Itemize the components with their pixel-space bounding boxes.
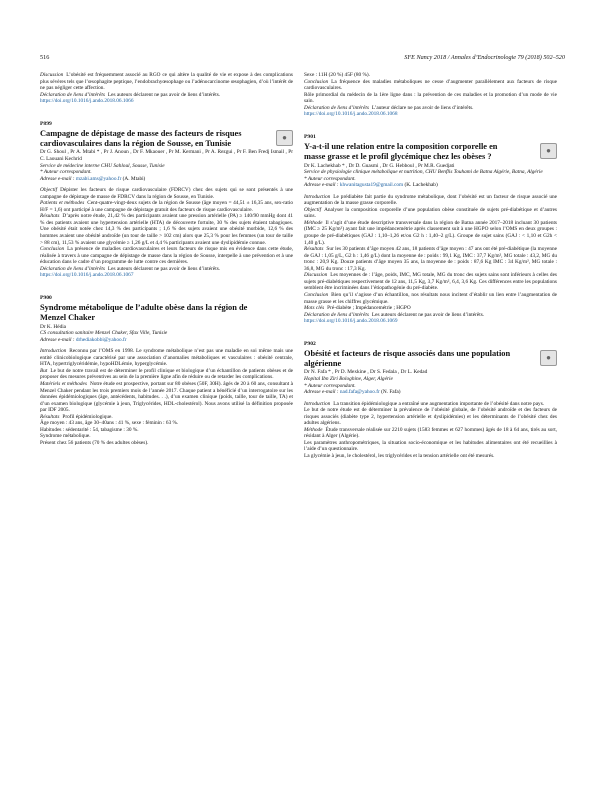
plain-line: Habitudes : sédentarité : 54, tabagisme : 30 %. (40, 426, 139, 433)
paragraph (304, 292, 557, 305)
paragraph (40, 200, 293, 213)
right-column (304, 72, 557, 460)
email-label: Adresse e-mail : (304, 389, 339, 396)
section-text: La fréquence des maladies métaboliques ne cesse d’augmenter parallèlement aux facteurs de risque cardiovasculaires. (304, 78, 557, 92)
section-text: Les moyennes de : l’âge, poids, IMC, MG totale, MG du tronc des sujets sains sont inférieurs à celles des sujets pré-diabétiques respectivement de 12 ans, 11,5 Kg, 3,7 Kg/m², 6,4, 3,6 Kg. Ces différences entre les populations semblent être incriminées dans l’étiopathogénie du pré-diabète. (304, 272, 557, 292)
section-heading: Introduction (304, 400, 331, 407)
article-id: P902 (304, 340, 316, 347)
paragraph (40, 348, 293, 368)
section-heading: But (40, 367, 48, 374)
section-heading: Matériels et méthodes (40, 380, 87, 387)
email-link[interactable]: khwanitagusta19@gmail.com (339, 182, 404, 189)
section-heading: Déclaration de liens d’intérêts (304, 104, 369, 111)
paragraph (40, 72, 293, 92)
section-text: Notre étude est prospective, portant sur 80 obèses (50F, 30H). âgés de 20 à 60 ans, consultant à Menzel Chaker pendant les trois premiers mois de l’année 2017. Chaque patient a bénéficié d’un interrogatoire sur les données épidémiologiques (âge, antécédents, habitudes. . .), d’un examen clinique (poids, taille, tour de taille, TA) et d’un examen biologique (glycémie à jeun, Triglycérides, HDL-cholestérol). Nous avons utilisé la définition proposée par IDF 2005. (40, 380, 293, 414)
email-link[interactable]: drhediakobbi@yahoo.fr (75, 336, 127, 343)
plain-line: Les paramètres anthropométriques, la situation socio-économique et les habitudes alimentaires ont été recueillies à l’aide d’un questionnaire. (304, 439, 557, 453)
paragraph (40, 381, 293, 414)
article-authors: Dr K. Lachekhab * , Dr D. Guasmi , Dr G. Hebboul , Pr M.R. Guedjati (304, 162, 455, 169)
article-p901 (304, 134, 557, 325)
paragraph (304, 272, 557, 292)
article-title: Y-a-t-il une relation entre la composition corporelle en masse grasse et le profil glycémique chez les obèses ? (304, 142, 498, 161)
corresponding-note: * Auteur correspondant. (40, 169, 92, 176)
email-owner: (K. Lachekhab) (404, 182, 438, 189)
paragraph (304, 427, 557, 440)
email-owner: (A. Mtabi) (122, 175, 146, 182)
plain-line: Syndrome métabolique. (40, 433, 91, 440)
section-text: La présence de maladies cardiovasculaires et leurs facteurs de risque mis en évidence dans cette étude, réalisée à travers à une campagne de dépistage de masse dans la région de Sousse, interpelle à une prévention et à une éducation dans le cadre d’un programme de lutte contre ces dernières. (40, 246, 293, 266)
paragraph (304, 207, 557, 220)
section-heading: Discussion (40, 72, 64, 78)
paragraph (40, 213, 293, 246)
section-heading: Conclusion (304, 78, 329, 85)
section-heading: Déclaration de liens d’intérêts (304, 311, 369, 318)
article-id: P901 (304, 133, 316, 140)
section-text: Étude transversale réalisée sur 2210 sujets (1583 femmes et 627 hommes) âgés de 18 à 64 ans, tirés au sort, résidant à Alger (Algérie). (304, 426, 557, 440)
section-text: D’après notre étude, 21,42 % des participants avaient une pression artérielle (PA) ≥ 140/90 mmHg dont 41 % des patients avaient une hypertension artérielle (HTA) de découverte fortuite, 30 % des sujets étaient tabagiques. Une obésité était notée chez 14,3 % des participants ; 1,6 % des sujets avaient une obésité morbide, 12,6 % des hommes avaient une obésité androïde (un tour de taille > 102 cm) alors que 25,3 % pour les femmes (un tour de taille > 88 cm), 11,53 % avaient une glycémie ≥ 1,26 g/L et 4,4 % participants avaient une dyslipidémie connue. (40, 213, 293, 246)
section-heading: Déclaration de liens d’intérêts (40, 265, 105, 272)
section-text: Reconnu par l’OMS en 1998. Le syndrome métabolique n’est pas une maladie en soi même mais une entité clinicobiologique caractérisé par une association d’anomalies métaboliques et vasculaires : obésité centrale, HTA, hypertriglycéridémie, hypoHDLémie, hyperglycémie. (40, 348, 293, 368)
plain-line: Sexe : 11H (20 %) 45F (80 %). (304, 72, 371, 78)
article-authors: Dr G. Shoul , Pr A. Mtabi * , Pr J. Anoun , Dr F. Mkaouer , Pr M. Kermani , Pr A. Rezgui , Pr F. Ben Fredj Ismail , Pr C. Laouani Kechrid (40, 149, 293, 163)
email-label: Adresse e-mail : (40, 336, 75, 343)
email-link[interactable]: mzabi.ams@yahoo.fr (75, 175, 122, 182)
section-heading: Résultats (304, 246, 324, 253)
doi-link[interactable]: https://doi.org/10.1016/j.ando.2018.06.1066 (40, 98, 134, 105)
article-affiliation: CS consultation sanitaire Menzel Chaker, Sfax Ville, Tunisie (40, 330, 168, 337)
section-heading: Méthode (304, 219, 323, 226)
article-affiliation: Hopital Ibn Ziri Bologhine, Alger, Algérie (304, 375, 393, 382)
section-heading: Déclaration de liens d’intérêts (40, 91, 105, 98)
section-text: Les auteurs déclarent ne pas avoir de liens d’intérêts. (107, 91, 221, 98)
paragraph (40, 246, 293, 266)
article-affiliation: Service de médecine interne CHU Sahloul, Sousse, Tunisie (40, 162, 165, 169)
article-title: Obésité et facteurs de risque associés dans une population algérienne (304, 349, 511, 368)
section-text: Il s’agit d’une étude descriptive transversale dans la région de Batna année 2017–2018 incluant 30 patients (IMC ≥ 25 Kg/m²) ayant fait une impédancemétrie après classement suit à une HGPO selon l’OMS en deux groupes : groupe de pré-diabétiques (GAJ : 1,10–1,26 et/ou G2 h : 1,40–2 g/L). Groupe de sujet sains (GAJ : < 1,10 et G2h < 1,40 g/L). (304, 219, 557, 246)
paragraph (304, 79, 557, 92)
section-heading: Objectif (40, 187, 58, 194)
section-text: Cent-quatre-vingt-deux sujets de la région de Sousse (âge moyen = 44,51 ± 16,35 ans, sex-ratio H/F = 1,6) ont participé à une campagne de dépistage gratuit des facteurs de risque cardiovasculaire. (40, 200, 293, 213)
corresponding-note: * Auteur correspondant. (304, 175, 356, 182)
section-heading: Introduction (304, 193, 331, 200)
section-heading: Conclusion (304, 291, 329, 298)
email-link[interactable]: nad.fafa@yahoo.fr (339, 389, 380, 396)
article-p902 (304, 341, 557, 460)
corresponding-note: * Auteur correspondant. (304, 382, 356, 389)
section-text: Sur les 30 patients d’âge moyen 42 ans, 18 patients d’âge moyen : 47 ans ont été pré-diabétique (la moyenne de GAJ : 1,05 g/L, G2 h : 1,46 g/L) dont la moyenne de : poids : 99,1 Kg, IMC : 37,7 Kg/m², MG totale : 43,2, MG du tronc : 20,9 Kg. Douze patients d’âge moyen 35 ans, la moyenne de : poids : 87,6 Kg IMC : 34 Kg/m², MG totale : 36,8, MG du tronc : 17,3 Kg. (304, 246, 557, 272)
left-column (40, 72, 293, 446)
section-text: Bien qu’il s’agisse d’un échantillon, nos résultats nous incitent d’établir un lien entre l’augmentation de masse grasse et les chiffres glycémique. (304, 291, 557, 305)
section-text: La transition épidémiologique a entraîné une augmentation importante de l’obésité dans notre pays. (333, 400, 545, 407)
section-heading: Patients et méthodes (40, 200, 85, 207)
section-text: Pré-diabète ; Impédancemétrie ; HGPO (327, 305, 411, 312)
article-p900 (40, 295, 293, 447)
article-id: P899 (40, 120, 52, 127)
doi-link[interactable]: https://doi.org/10.1016/j.ando.2018.06.1068 (304, 111, 398, 118)
section-text: Profil épidémiologique. (62, 413, 113, 420)
crossmark-icon[interactable]: ● (540, 143, 557, 159)
article-authors: Dr N. Fafa * , Pr D. Mexkine , Dr S. Fedala , Dr L. Kedad (304, 369, 428, 376)
email-label: Adresse e-mail : (304, 182, 339, 189)
section-text: Analyser la composition corporelle d’une population obèse constituée de sujets pré-diabétique et d’autres sains. (304, 206, 557, 220)
section-heading: Discussion (304, 272, 328, 279)
article-p899 (40, 121, 293, 279)
section-text: L’auteur déclare ne pas avoir de liens d’intérêts. (371, 104, 474, 111)
doi-link[interactable]: https://doi.org/10.1016/j.ando.2018.06.1069 (304, 318, 398, 325)
article-title: Campagne de dépistage de masse des facteurs de risques cardiovasculaires dans la région de Sousse, en Tunisie (40, 129, 242, 148)
article-id: P900 (40, 294, 52, 301)
section-heading: Conclusion (40, 246, 65, 253)
section-text: Le prédiabète fait partie du syndrome métabolique, dont l’obésité est un facteur de risque associé une augmentation de la masse grasse corporelle. (304, 193, 557, 207)
plain-line: Le but de notre étude est de déterminer la prévalence de l’obésité globale, de l’obésité androïde et des facteurs de risques associés (diabète type 2, hypertension artérielle et dyslipidémies) et les déterminants de l’obésité chez des adultes algériens. (304, 407, 557, 427)
section-heading: Introduction (40, 348, 67, 355)
section-heading: Résultats (40, 213, 60, 220)
plain-line: Présent chez 56 patients (70 % des adultes obèses). (40, 439, 149, 446)
doi-link[interactable]: https://doi.org/10.1016/j.ando.2018.06.1067 (40, 272, 134, 279)
article-authors: Dr K. Hédia (40, 323, 67, 330)
crossmark-icon[interactable]: ● (540, 350, 557, 366)
crossmark-icon[interactable]: ● (276, 130, 293, 146)
section-text: L’obésité est fréquemment associé au RGO ce qui altère la qualité de vie et expose à des complications plus sévères tels que l’œsophagite peptique, l’endobrachyœsophage ou l’adénocarcinome œsophagien, d’où l’intérêt de ne pas négliger cette affection. (40, 72, 293, 92)
section-text: Dépister les facteurs de risque cardiovasculaire (FDRCV) chez des sujets qui se sont présentés à une campagne de dépistage de masse de FDRCV dans la région de Sousse, en Tunisie. (40, 187, 293, 200)
section-heading: Résultats (40, 413, 60, 420)
section-text: Le but de notre travail est de déterminer le profil clinique et biologique d’un échantillon de patients obèses et de proposer des mesures préventives au sein de la première ligne afin de réduire ou de retarder les complications. (40, 367, 293, 381)
article-affiliation: Service de physiologie clinique métabolique et nutrition, CHU Benflis Touhami de Batna Algérie, Batna, Algérie (304, 169, 543, 176)
section-text: Les auteurs déclarent ne pas avoir de liens d’intérêts. (107, 265, 221, 272)
paragraph (40, 187, 293, 200)
section-heading: Mots clés (304, 305, 325, 312)
paragraph (40, 368, 293, 381)
plain-line: Rôle primordial du médecin de la 1ère ligne dans : la prévention de ces maladies et la promotion d’un mode de vie sain. (304, 91, 557, 105)
article-title: Syndrome métabolique de l’adulte obèse dans la région de Menzel Chaker (40, 303, 248, 322)
plain-line: Âge moyen : 43 ans, âge 30–40ans : 41 %, sexe : féminin : 63 %. (40, 420, 179, 427)
paragraph (304, 246, 557, 272)
page-header (40, 54, 565, 64)
section-text: Les auteurs déclarent ne pas avoir de liens d’intérêts. (371, 311, 485, 318)
paragraph (304, 220, 557, 246)
email-label: Adresse e-mail : (40, 175, 75, 182)
page-number: 516 (40, 54, 50, 61)
email-owner: (N. Fafa) (381, 389, 401, 396)
section-heading: Méthode (304, 426, 323, 433)
plain-line: La glycémie à jeun, le cholestérol, les triglycérides et la tension artérielle ont été mesurés. (304, 452, 495, 459)
section-heading: Objectif (304, 206, 322, 213)
paragraph (304, 194, 557, 207)
journal-citation: SFE Nancy 2018 / Annales d’Endocrinologie 79 (2018) 502–520 (404, 54, 565, 61)
